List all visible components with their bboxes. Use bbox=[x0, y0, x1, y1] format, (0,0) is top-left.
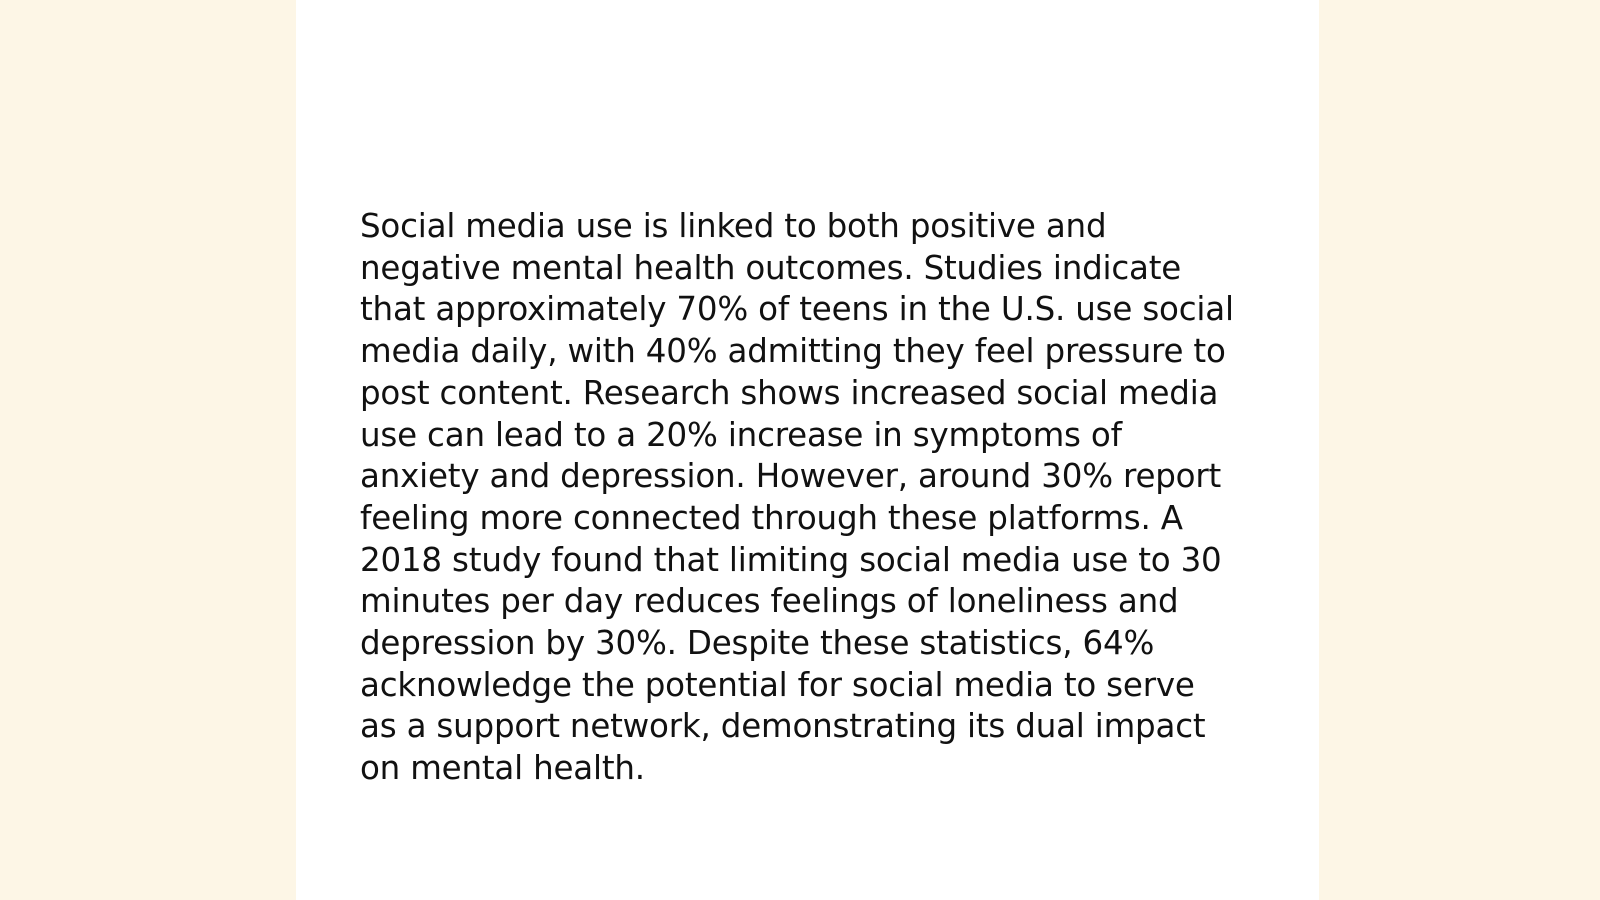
body-paragraph bbox=[360, 206, 1240, 790]
paragraph-line: minutes per day reduces feelings of loneliness and bbox=[360, 582, 1179, 621]
paragraph-line: feeling more connected through these platforms. A bbox=[360, 498, 1183, 537]
paragraph-line: that approximately 70% of teens in the U.S. use social bbox=[360, 290, 1234, 329]
paragraph-line: as a support network, demonstrating its dual impact bbox=[360, 707, 1206, 746]
paragraph-line: media daily, with 40% admitting they feel pressure to bbox=[360, 332, 1226, 371]
paragraph-line: on mental health. bbox=[360, 749, 645, 788]
paragraph-line: acknowledge the potential for social media to serve bbox=[360, 665, 1195, 704]
paragraph-line: post content. Research shows increased social media bbox=[360, 373, 1219, 412]
paragraph-line: anxiety and depression. However, around 30% report bbox=[360, 457, 1222, 496]
paragraph-line: Social media use is linked to both positive and bbox=[360, 207, 1107, 245]
paragraph-line: negative mental health outcomes. Studies indicate bbox=[360, 248, 1182, 287]
paragraph-line: depression by 30%. Despite these statistics, 64% bbox=[360, 624, 1155, 663]
paragraph-line: 2018 study found that limiting social media use to 30 bbox=[360, 540, 1222, 579]
document-page bbox=[296, 0, 1319, 900]
paragraph-line: use can lead to a 20% increase in symptoms of bbox=[360, 415, 1122, 454]
